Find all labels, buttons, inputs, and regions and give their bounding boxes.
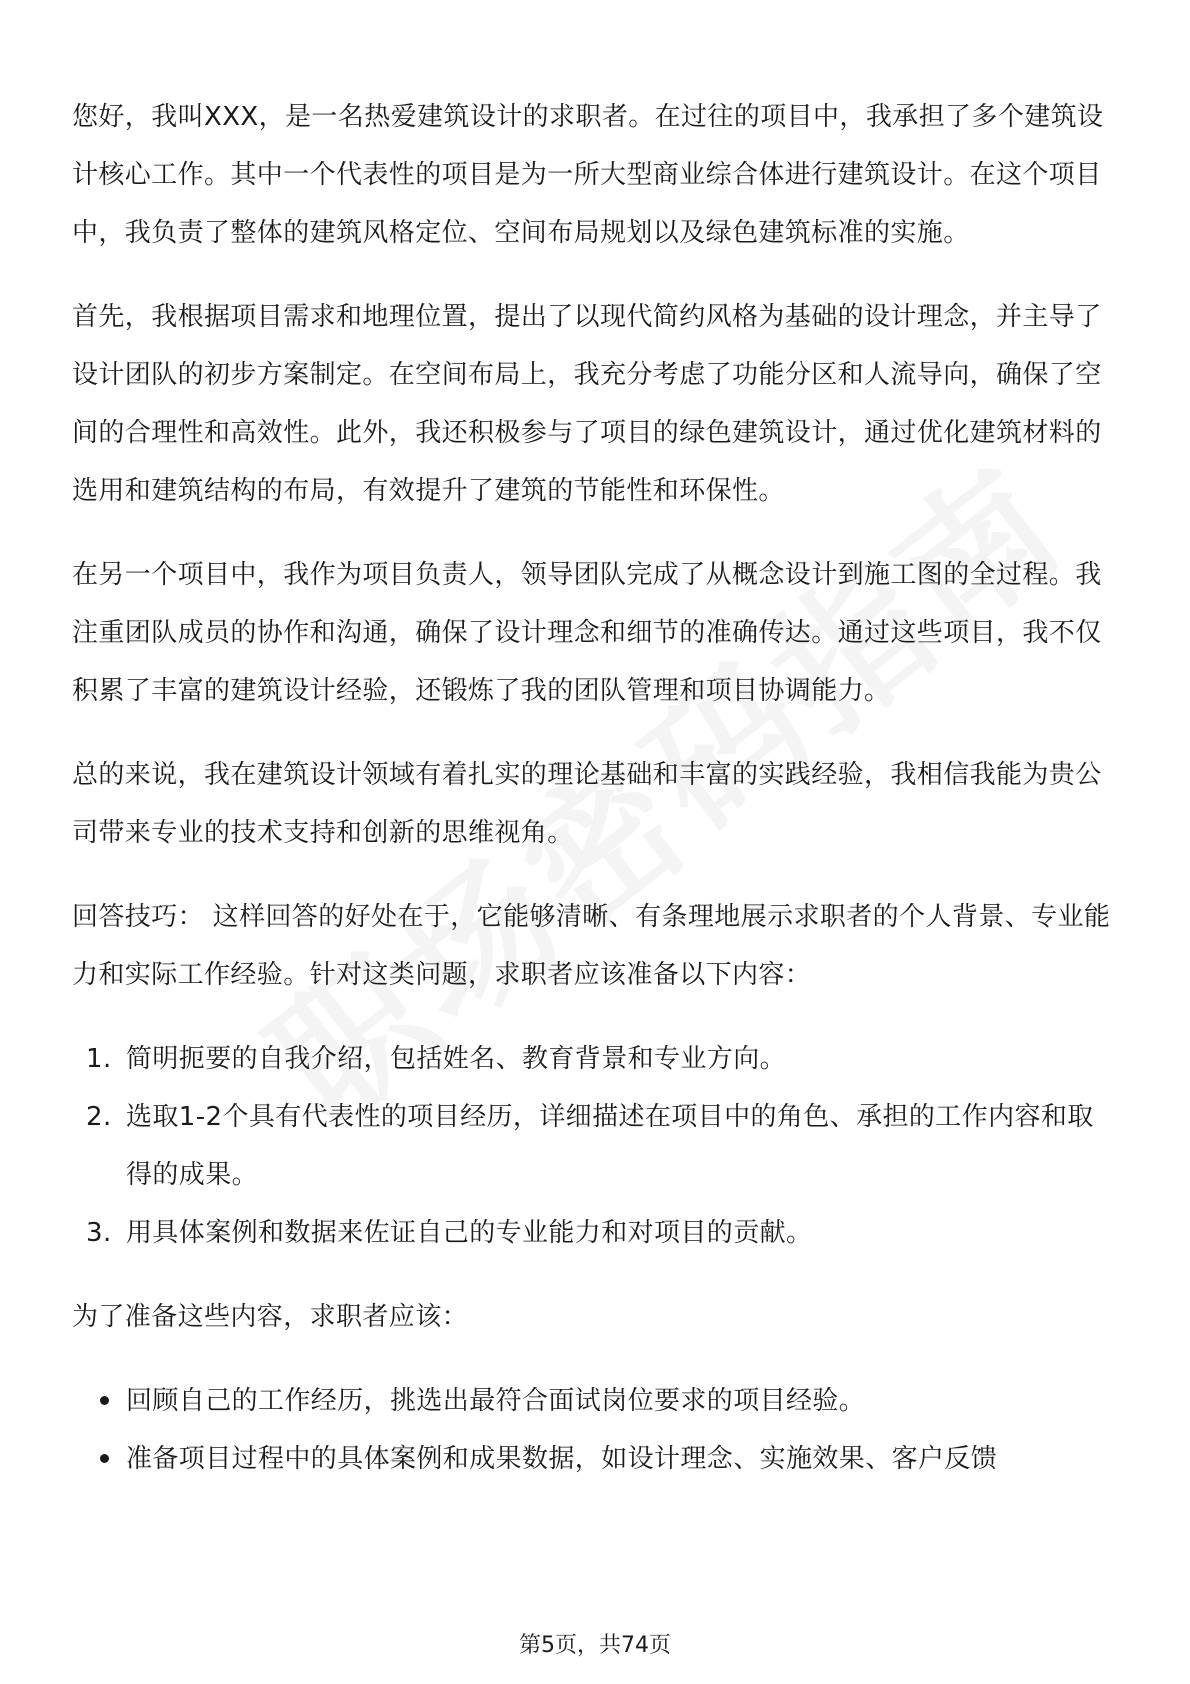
paragraph-summary: 总的来说，我在建筑设计领域有着扎实的理论基础和丰富的实践经验，我相信我能为贵公司带来专业的技术支持和创新的思维视角。 (72, 760, 1102, 848)
list-item-text: 用具体案例和数据来佐证自己的专业能力和对项目的贡献。 (126, 1218, 813, 1248)
bullet-list-item (72, 1430, 1118, 1488)
list-item-text: 准备项目过程中的具体案例和成果数据，如设计理念、实施效果、客户反馈 (126, 1444, 998, 1474)
bullet-list-item (72, 1372, 1118, 1430)
paragraph-intro: 您好，我叫XXX，是一名热爱建筑设计的求职者。在过往的项目中，我承担了多个建筑设计核心工作。其中一个代表性的项目是为一所大型商业综合体进行建筑设计。在这个项目中，我负责了整体的建筑风格定位、空间布局规划以及绿色建筑标准的实施。 (72, 102, 1104, 248)
list-number: 2. (86, 1102, 112, 1132)
paragraph-gap (72, 720, 1118, 746)
list-item-text: 简明扼要的自我介绍，包括姓名、教育背景和专业方向。 (126, 1044, 787, 1074)
numbered-list-item (72, 1088, 1118, 1204)
numbered-list-item (72, 1030, 1118, 1088)
list-number: 3. (86, 1218, 112, 1248)
document-body (72, 88, 1118, 1488)
page-number-footer: 第5页，共74页 (519, 1633, 671, 1658)
paragraph-gap (72, 1004, 1118, 1030)
paragraph-first-project: 首先，我根据项目需求和地理位置，提出了以现代简约风格为基础的设计理念，并主导了设计团队的初步方案制定。在空间布局上，我充分考虑了功能分区和人流导向，确保了空间的合理性和高效性。此外，我还积极参与了项目的绿色建筑设计，通过优化建筑材料的选用和建筑结构的布局，有效提升了建筑的节能性和环保性。 (72, 302, 1102, 506)
paragraph-gap (72, 262, 1118, 288)
paragraph-second-project: 在另一个项目中，我作为项目负责人，领导团队完成了从概念设计到施工图的全过程。我注重团队成员的协作和沟通，确保了设计理念和细节的准确传达。通过这些项目，我不仅积累了丰富的建筑设计经验，还锻炼了我的团队管理和项目协调能力。 (72, 560, 1102, 706)
paragraph-gap (72, 1346, 1118, 1372)
paragraph-answer-tips: 回答技巧： 这样回答的好处在于，它能够清晰、有条理地展示求职者的个人背景、专业能力和实际工作经验。针对这类问题，求职者应该准备以下内容： (72, 902, 1111, 990)
bullet-list (72, 1372, 1118, 1488)
numbered-list (72, 1030, 1118, 1262)
bullet-icon (100, 1454, 109, 1463)
list-item-text: 回顾自己的工作经历，挑选出最符合面试岗位要求的项目经验。 (126, 1386, 866, 1416)
list-item-text: 选取1-2个具有代表性的项目经历，详细描述在项目中的角色、承担的工作内容和取得的成果。 (126, 1102, 1094, 1190)
paragraph-gap (72, 520, 1118, 546)
numbered-list-item (72, 1204, 1118, 1262)
paragraph-gap (72, 862, 1118, 888)
paragraph-preparation: 为了准备这些内容，求职者应该： (72, 1302, 469, 1332)
paragraph-gap (72, 1262, 1118, 1288)
list-number: 1. (86, 1044, 112, 1074)
bullet-icon (100, 1396, 109, 1405)
